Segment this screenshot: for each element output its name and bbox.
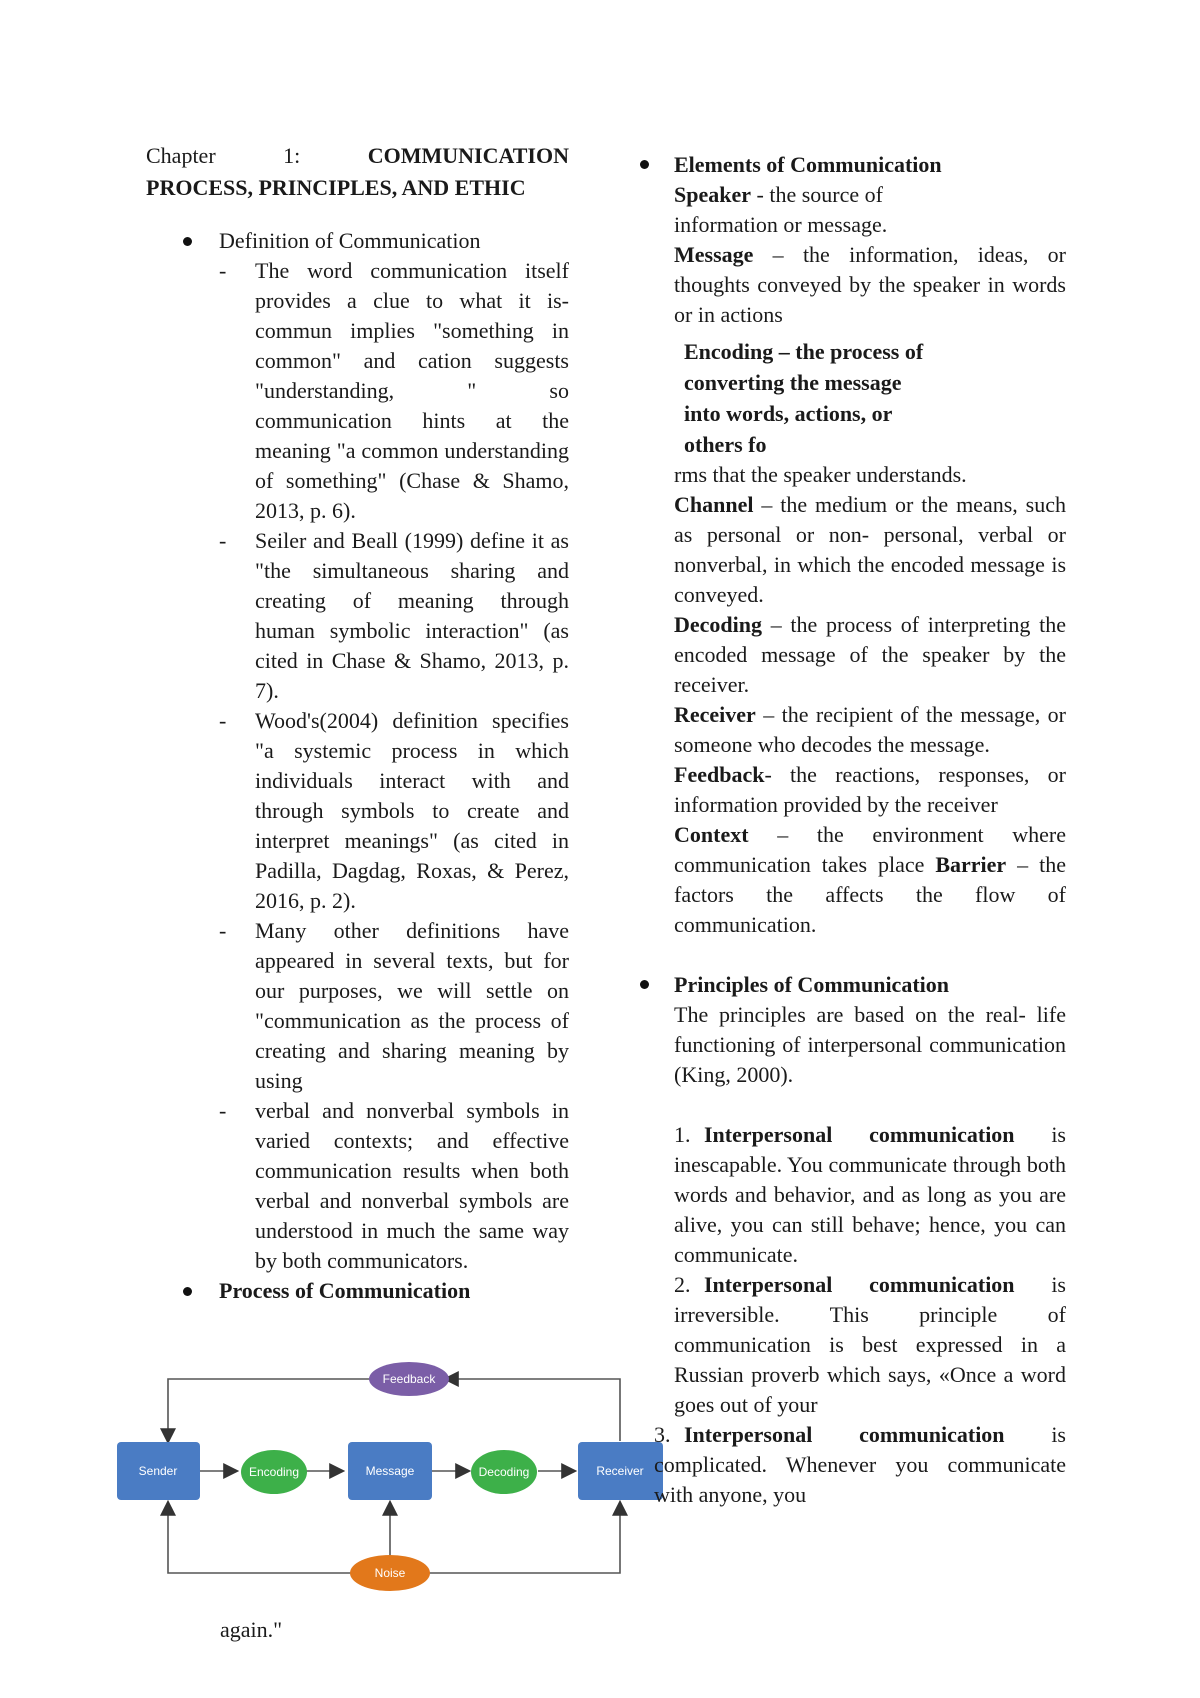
encoding-term-tail: rms that the speaker understands. (674, 462, 967, 487)
dash-icon: - (219, 708, 227, 733)
definition-heading: Definition of Communication (219, 228, 481, 253)
decoding-label: Decoding (478, 1465, 530, 1479)
dash-icon: - (219, 528, 227, 553)
receiver-to-feedback-arrow (446, 1379, 620, 1441)
bullet-icon (640, 980, 649, 989)
receiver-term-block: Receiver – the recipient of the message, or someone who decodes the message. (674, 702, 1066, 757)
feedback-to-sender-arrow (168, 1379, 372, 1441)
feedback-term-block: Feedback- the reactions, responses, or information provided by the receiver (674, 762, 1066, 817)
communication-process-diagram (112, 1355, 672, 1605)
message-label: Message (365, 1464, 415, 1478)
principle-item: 3. Interpersonal communication is complicated. Whenever you communicate with anyone, you (654, 1422, 1066, 1507)
list-item: - Wood's(2004) definition specifies "a systemic process in which individuals interact with and through symbols to create and interpret meanings" (as cited in Padilla, Dagdag, Roxas, & Perez, 2016, p. 2). (219, 708, 569, 913)
feedback-label: Feedback (382, 1372, 436, 1386)
chapter-number: 1: (283, 143, 301, 168)
right-column (654, 150, 1066, 1510)
left-column (146, 140, 569, 1306)
principle-item: 1. Interpersonal communication is inescapable. You communicate through both words and behavior, and as long as you are alive, you can still behave; hence, you can communicate. (674, 1122, 1066, 1267)
process-section (146, 1276, 569, 1306)
receiver-label: Receiver (596, 1464, 644, 1478)
trailing-text: again." (220, 1617, 283, 1642)
dash-icon: - (219, 918, 227, 943)
chapter-word: Chapter (146, 143, 216, 168)
bullet-icon (183, 1287, 192, 1296)
principles-heading: Principles of Communication (674, 972, 949, 997)
noise-to-sender-arrow (168, 1503, 368, 1573)
message-term-block: Message – the information, ideas, or thoughts conveyed by the speaker in words or in actions (674, 242, 1066, 327)
noise-label: Noise (374, 1566, 406, 1580)
principle-item: 2. Interpersonal communication is irreversible. This principle of communication is best expressed in a Russian proverb which says, «Once a word goes out of your (674, 1272, 1066, 1417)
chapter-title-line2: PROCESS, PRINCIPLES, AND ETHIC (146, 175, 526, 200)
principles-intro: The principles are based on the real- life functioning of interpersonal communication (King, 2000). (674, 1002, 1066, 1087)
definition-list (146, 256, 569, 1276)
elements-heading: Elements of Communication (674, 152, 942, 177)
encoding-term-block: Encoding – the process of converting the message into words, actions, or others fo (684, 339, 924, 457)
bullet-icon (183, 237, 192, 246)
dash-icon: - (219, 1098, 227, 1123)
chapter-title-line1: COMMUNICATION (367, 143, 569, 168)
process-heading: Process of Communication (219, 1278, 471, 1303)
dash-icon: - (219, 258, 227, 283)
noise-to-receiver-arrow (412, 1503, 620, 1573)
list-item: - The word communication itself provides a clue to what it is- commun implies "something in common" and cation suggests "understanding, " so communication hints at the meaning "a common understanding of something" (Chase & Shamo, 2013, p. 6). (219, 258, 569, 523)
context-term-block: Context – the environment where communication takes place Barrier – the factors the affects the flow of communication. (674, 822, 1066, 937)
channel-term-block: Channel – the medium or the means, such as personal or non- personal, verbal or nonverbal, in which the encoded message is conveyed. (674, 492, 1066, 607)
elements-section (640, 150, 1066, 180)
decoding-term-block: Decoding – the process of interpreting the encoded message of the speaker by the receiver. (674, 612, 1066, 697)
list-item: - verbal and nonverbal symbols in varied contexts; and effective communication results when both verbal and nonverbal symbols are understood in much the same way by both communicators. (219, 1098, 569, 1273)
list-item: - Many other definitions have appeared in several texts, but for our purposes, we will settle on "communication as the process of creating and sharing meaning by using (219, 918, 569, 1093)
definition-section (146, 226, 569, 1276)
speaker-term-block: Speaker - the source of information or message. (674, 182, 888, 237)
encoding-label: Encoding (248, 1465, 300, 1479)
list-item: - Seiler and Beall (1999) define it as "the simultaneous sharing and creating of meaning through human symbolic interaction" (as cited in Chase & Shamo, 2013, p. 7). (219, 528, 569, 703)
chapter-title (146, 140, 569, 204)
sender-label: Sender (138, 1464, 178, 1478)
principles-section (640, 970, 1066, 1000)
bullet-icon (640, 160, 649, 169)
